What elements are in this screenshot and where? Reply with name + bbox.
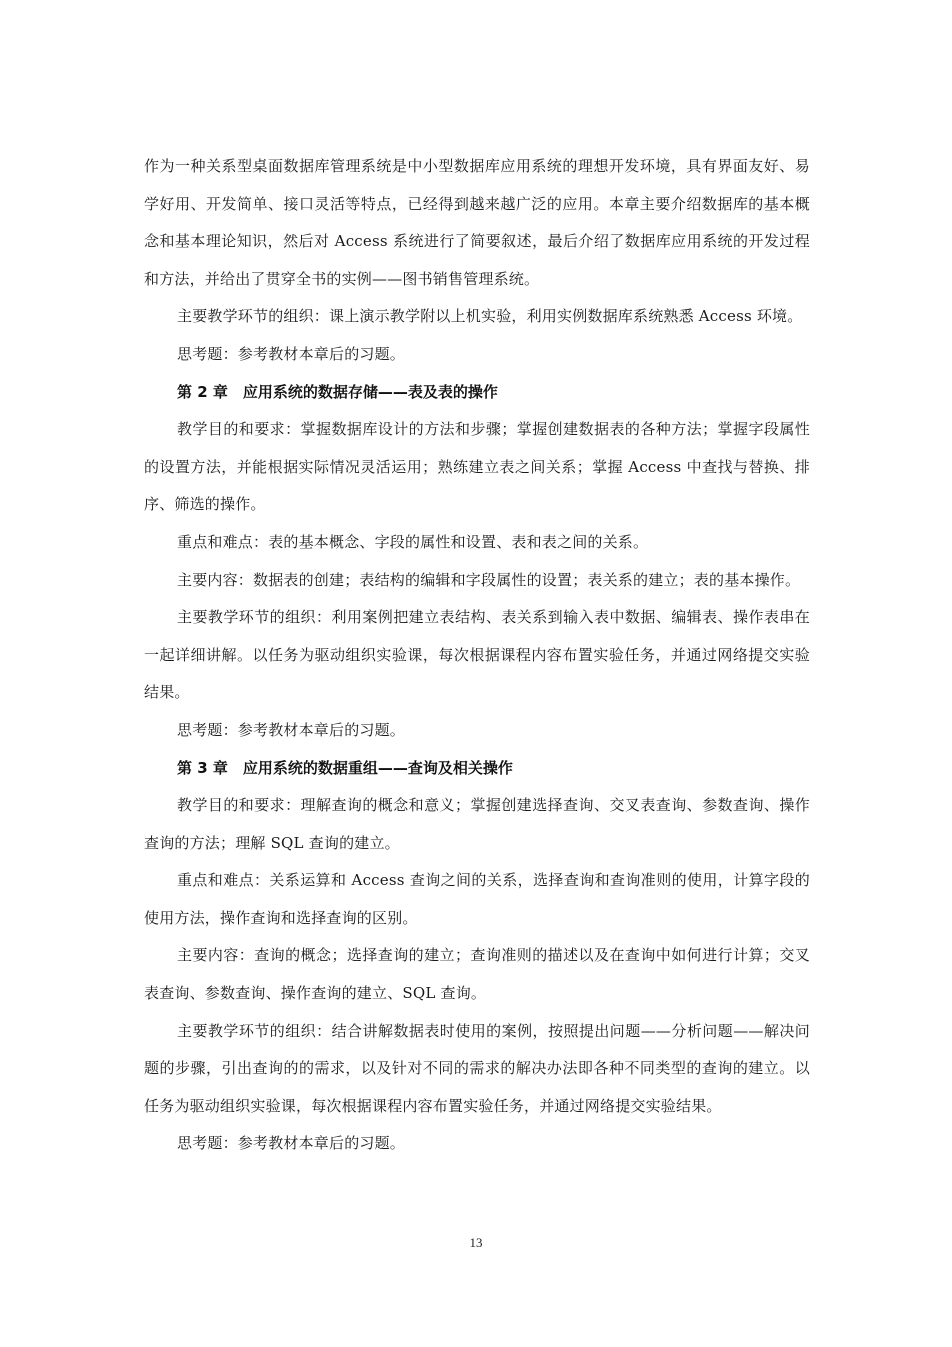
chapter2-key-points: 重点和难点：表的基本概念、字段的属性和设置、表和表之间的关系。 (177, 532, 649, 551)
chapter3-main-content: 主要内容：查询的概念；选择查询的建立；查询准则的描述以及在查询中如何进行计算；交叉表查询、参数查询、操作查询的建立、SQL 查询。 (144, 946, 810, 1003)
chapter2-main-content: 主要内容：数据表的创建；表结构的编辑和字段属性的设置；表关系的建立；表的基本操作。 (177, 570, 801, 589)
chapter3-exercises: 思考题：参考教材本章后的习题。 (177, 1134, 406, 1153)
chapter1-teaching-organization: 主要教学环节的组织：课上演示教学附以上机实验，利用实例数据库系统熟悉 Access 环境。 (177, 307, 803, 326)
chapter2-teaching-organization: 主要教学环节的组织：利用案例把建立表结构、表关系到输入表中数据、编辑表、操作表串在一起详细讲解。以任务为驱动组织实验课，每次根据课程内容布置实验任务，并通过网络提交实验结果。 (144, 608, 810, 702)
chapter3-key-points: 重点和难点：关系运算和 Access 查询之间的关系，选择查询和查询准则的使用，计算字段的使用方法，操作查询和选择查询的区别。 (144, 871, 810, 927)
chapter2-objectives: 教学目的和要求：掌握数据库设计的方法和步骤；掌握创建数据表的各种方法；掌握字段属性的设置方法，并能根据实际情况灵活运用；熟练建立表之间关系；掌握 Access 中查找与替换、排序、筛选的操作。 (144, 420, 810, 514)
chapter1-intro-paragraph: 作为一种关系型桌面数据库管理系统是中小型数据库应用系统的理想开发环境，具有界面友好、易学好用、开发简单、接口灵活等特点，已经得到越来越广泛的应用。本章主要介绍数据库的基本概念和基本理论知识，然后对 Access 系统进行了简要叙述，最后介绍了数据库应用系统的开发过程和方法，并给出了贯穿全书的实例——图书销售管理系统。 (144, 157, 810, 288)
chapter3-heading: 第 3 章 应用系统的数据重组——查询及相关操作 (177, 758, 513, 777)
chapter2-heading: 第 2 章 应用系统的数据存储——表及表的操作 (177, 382, 498, 401)
page-number: 13 (469, 1235, 483, 1250)
chapter3-teaching-organization: 主要教学环节的组织：结合讲解数据表时使用的案例，按照提出问题——分析问题——解决问题的步骤，引出查询的的需求，以及针对不同的需求的解决办法即各种不同类型的查询的建立。以任务为驱动组织实验课，每次根据课程内容布置实验任务，并通过网络提交实验结果。 (144, 1021, 810, 1115)
chapter3-objectives: 教学目的和要求：理解查询的概念和意义；掌握创建选择查询、交叉表查询、参数查询、操作查询的方法；理解 SQL 查询的建立。 (144, 796, 810, 852)
chapter2-exercises: 思考题：参考教材本章后的习题。 (177, 720, 406, 739)
page-content (144, 148, 810, 1163)
chapter1-exercises: 思考题：参考教材本章后的习题。 (177, 344, 406, 363)
